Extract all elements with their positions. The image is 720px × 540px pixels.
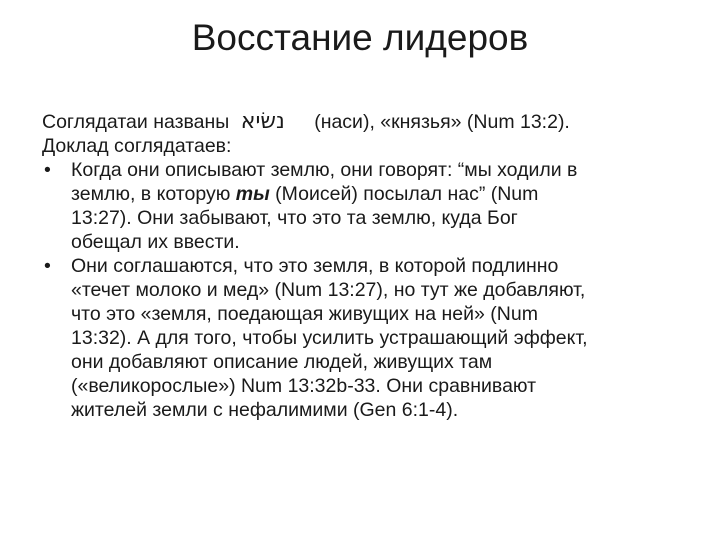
bullet-marker: •	[44, 255, 51, 277]
bullet-1-line-2	[71, 182, 692, 206]
bullet-2-line-2: «течет молоко и мед» (Num 13:27), но тут же добавляют,	[71, 279, 586, 301]
intro-line-1	[42, 110, 692, 134]
bullet-2-line-1: Они соглашаются, что это земля, в которой подлинно	[71, 255, 559, 277]
slide-title: Восстание лидеров	[191, 17, 529, 58]
bullet-2-line-4: 13:32). А для того, чтобы усилить устрашающий эффект,	[71, 327, 588, 349]
intro-text-before: Соглядатаи названы	[42, 111, 230, 133]
bullet-1-line-3: 13:27). Они забывают, что это та землю, куда Бог	[71, 207, 518, 229]
hebrew-word: נשׂיא	[240, 109, 285, 134]
bullet-item-2	[42, 254, 692, 422]
bullet-1-line-2-start: землю, в которую	[71, 183, 231, 205]
bullet-2-line-3: что это «земля, поедающая живущих на ней» (Num	[71, 303, 538, 325]
bullet-item-1	[42, 158, 692, 254]
bullet-1-line-2-end: (Моисей) посылал нас” (Num	[275, 183, 539, 205]
slide-body	[42, 110, 692, 422]
bullet-2-line-6: («великорослые») Num 13:32b-33. Они сравнивают	[71, 375, 537, 397]
bullet-1-line-4: обещал их ввести.	[71, 231, 240, 253]
bullet-marker: •	[44, 159, 51, 181]
intro-line-2: Доклад соглядатаев:	[42, 135, 232, 157]
emphasis-word: ты	[235, 183, 270, 205]
bullet-1-line-1: Когда они описывают землю, они говорят: “мы ходили в	[71, 159, 578, 181]
bullet-2-line-7: жителей земли с нефалимими (Gen 6:1-4).	[71, 399, 459, 421]
intro-text-after: (наси), «князья» (Num 13:2).	[314, 111, 570, 133]
bullet-2-line-5: они добавляют описание людей, живущих там	[71, 351, 493, 373]
